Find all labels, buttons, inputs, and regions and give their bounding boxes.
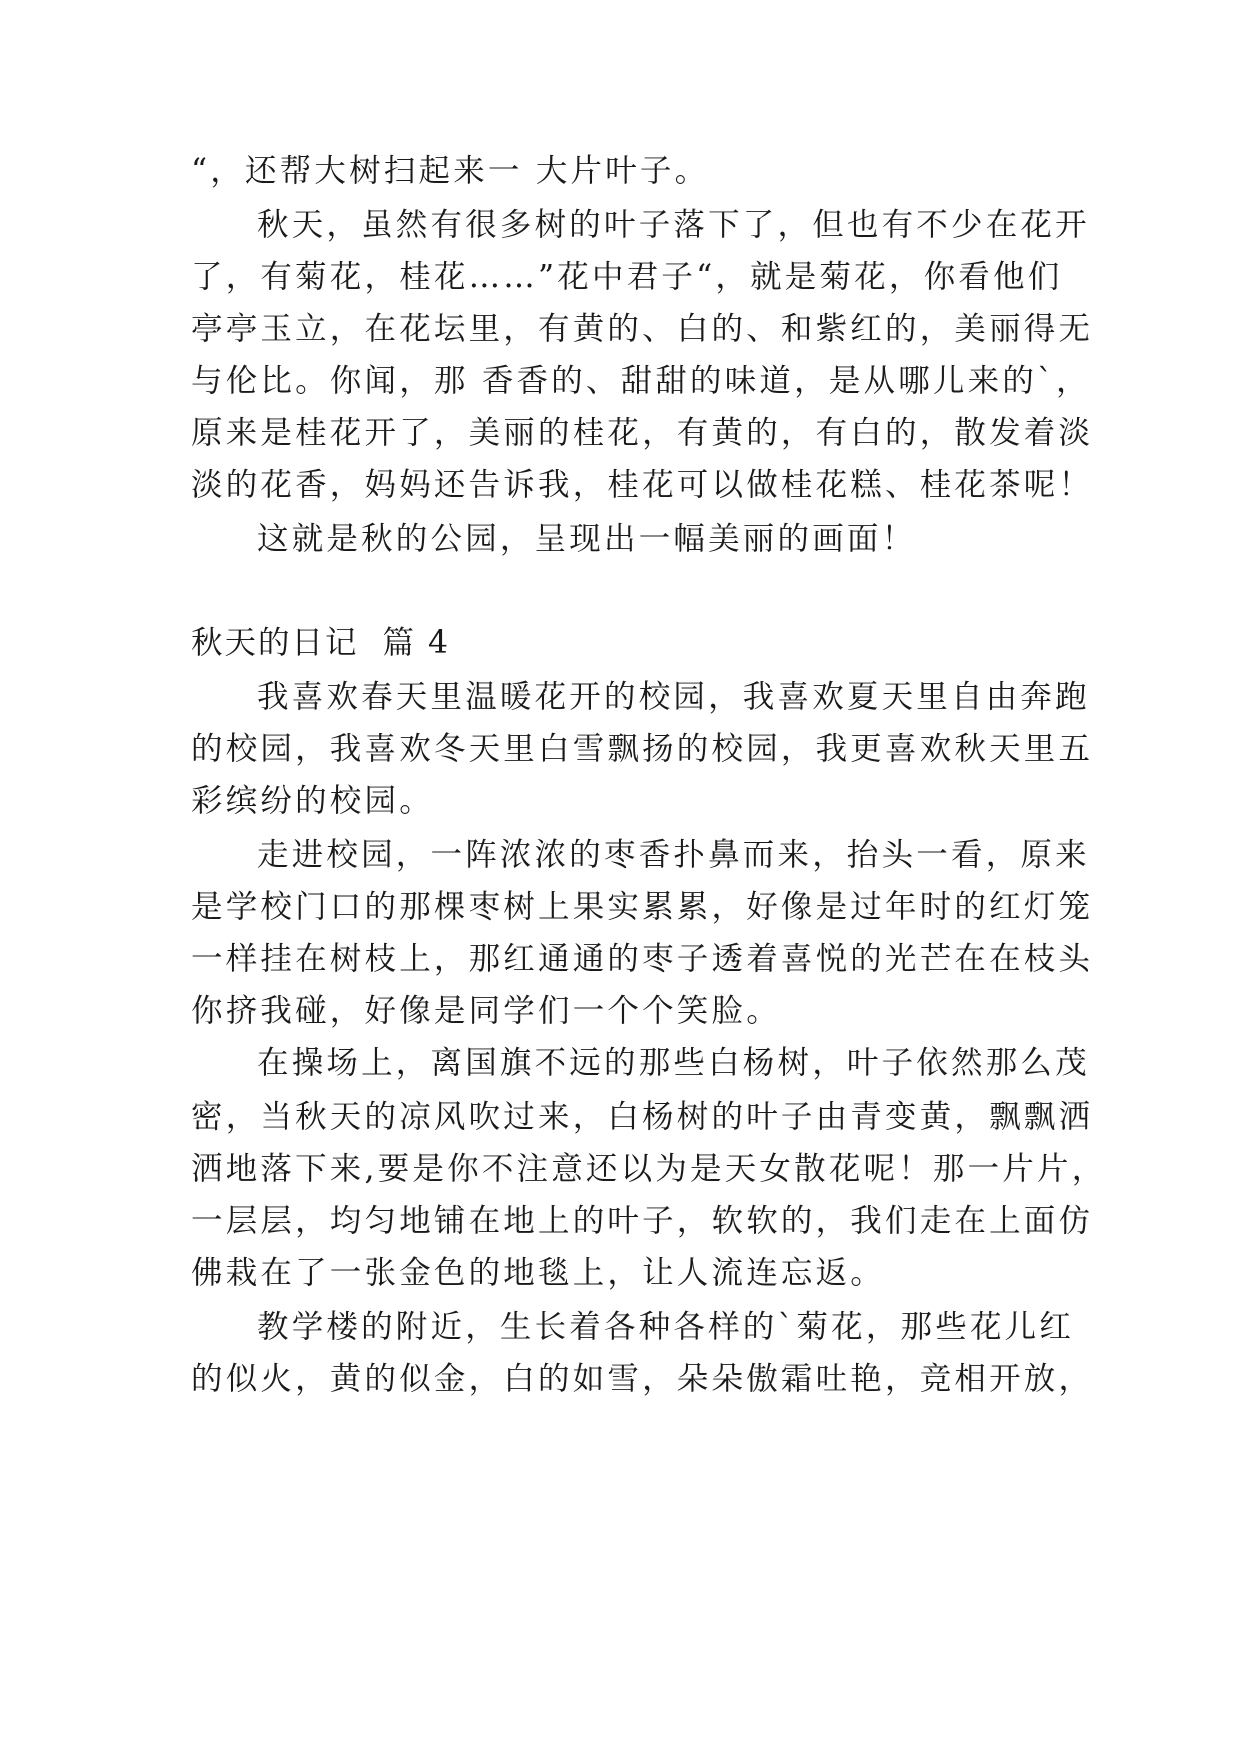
text-line: 的校园，我喜欢冬天里白雪飘扬的校园，我更喜欢秋天里五 [191, 731, 1094, 767]
paragraph-first-line: 教学楼的附近，生长着各种各样的`菊花，那些花儿红 [257, 1309, 1075, 1345]
text-line: 与伦比。你闻，那 香香的、甜甜的味道，是从哪儿来的`， [191, 363, 1091, 399]
text-line: 了，有菊花，桂花……”花中君子“，就是菊花，你看他们 [191, 259, 1063, 295]
text-line: 佛栽在了一张金色的地毯上，让人流连忘返。 [191, 1255, 886, 1291]
paragraph-first-line: 这就是秋的公园，呈现出一幅美丽的画面！ [257, 521, 917, 557]
text-line: 一样挂在树枝上，那红通通的枣子透着喜悦的光芒在在枝头 [191, 941, 1094, 977]
text-line: 洒地落下来,要是你不注意还以为是天女散花呢！那一片片， [191, 1151, 1107, 1187]
paragraph-first-line: 秋天，虽然有很多树的叶子落下了，但也有不少在花开 [257, 207, 1090, 243]
text-line: 你挤我碰，好像是同学们一个个笑脸。 [191, 993, 781, 1029]
text-line: 淡的花香，妈妈还告诉我，桂花可以做桂花糕、桂花茶呢！ [191, 467, 1094, 503]
paragraph-first-line: 我喜欢春天里温暖花开的校园，我喜欢夏天里自由奔跑 [257, 679, 1090, 715]
text-line: 原来是桂花开了，美丽的桂花，有黄的，有白的，散发着淡 [191, 415, 1094, 451]
text-line: 是学校门口的那棵枣树上果实累累，好像是过年时的红灯笼 [191, 889, 1094, 925]
section-heading: 秋天的日记 篇 4 [191, 625, 451, 661]
paragraph-first-line: 走进校园，一阵浓浓的枣香扑鼻而来，抬头一看，原来 [257, 837, 1090, 873]
paragraph-first-line: 在操场上，离国旗不远的那些白杨树，叶子依然那么茂 [257, 1045, 1090, 1081]
text-line: 密，当秋天的凉风吹过来，白杨树的叶子由青变黄，飘飘洒 [191, 1099, 1094, 1135]
text-line: 彩缤纷的校园。 [191, 783, 434, 819]
text-line: 亭亭玉立，在花坛里，有黄的、白的、和紫红的，美丽得无 [191, 311, 1094, 347]
text-line: “，还帮大树扫起来一 大片叶子。 [191, 153, 710, 189]
text-line: 一层层，均匀地铺在地上的叶子，软软的，我们走在上面仿 [191, 1203, 1094, 1239]
text-line: 的似火，黄的似金，白的如雪，朵朵傲霜吐艳，竞相开放， [191, 1361, 1094, 1397]
